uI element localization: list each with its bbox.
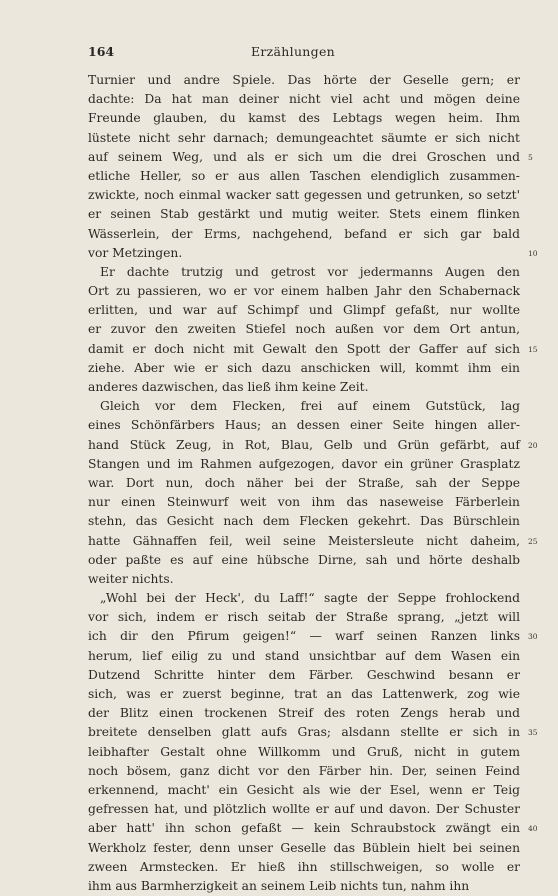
text-line <box>88 455 520 474</box>
line-text: der Blitz einen trockenen Streif des roten Zengs herab und <box>88 706 520 721</box>
text-line <box>88 90 520 109</box>
text-line <box>88 762 520 781</box>
line-text: anderes dazwischen, das ließ ihm keine Zeit. <box>88 380 369 394</box>
text-line <box>88 205 520 224</box>
line-text: Wässerlein, der Erms, nachgehend, befand er sich gar bald <box>88 226 520 241</box>
text-line <box>88 301 520 320</box>
line-number: 35 <box>528 728 538 738</box>
text-line <box>88 685 520 704</box>
running-title: Erzählungen <box>250 44 336 59</box>
line-text: damit er doch nicht mit Gewalt den Spott der Gaffer auf sich <box>88 341 520 356</box>
text-line <box>88 244 538 263</box>
line-number: 5 <box>528 152 533 162</box>
line-text: erlitten, und war auf Schimpf und Glimpf gefaßt, nur wollte <box>88 303 521 318</box>
line-text: leibhafter Gestalt ohne Willkomm und Gruß, nicht in gutem <box>88 744 520 759</box>
page-header <box>88 44 498 60</box>
line-text: Er dachte trutzig und getrost vor jedermanns Augen den <box>100 264 520 279</box>
text-line <box>88 819 538 838</box>
line-text: zween Armstecken. Er hieß ihn stillschweigen, so wolle er <box>88 859 521 874</box>
text-line <box>88 608 520 627</box>
text-line <box>88 839 520 858</box>
text-line <box>88 551 520 570</box>
line-text: herum, lief eilig zu und stand unsichtbar auf dem Wasen ein <box>88 648 521 663</box>
body-text <box>88 71 538 896</box>
line-text: Freunde glauben, du kamst des Lebtags wegen heim. Ihm <box>88 111 520 126</box>
line-text: ihm aus Barmherzigkeit an seinem Leib nichts tun, nahm ihn <box>88 878 470 893</box>
text-line <box>88 493 520 512</box>
line-text: aber hatt' ihn schon gefaßt — kein Schraubstock zwängt ein <box>88 821 521 836</box>
line-text: stehn, das Gesicht nach dem Flecken gekehrt. Das Bürschlein <box>88 514 520 529</box>
line-text: vor Metzingen. <box>88 245 183 260</box>
text-line <box>88 512 520 531</box>
line-text: vor sich, indem er risch seitab der Straße sprang, „jetzt will <box>88 610 521 625</box>
page-number: 164 <box>88 44 115 59</box>
line-text: noch bösem, ganz dicht vor den Färber hin. Der, seinen Feind <box>88 763 520 778</box>
line-text: ziehe. Aber wie er sich dazu anschicken will, kommt ihm ein <box>88 360 520 375</box>
text-line <box>88 627 538 646</box>
line-number: 20 <box>528 440 538 450</box>
line-text: nur einen Steinwurf weit von ihm das naseweise Färberlein <box>88 495 520 510</box>
line-number: 10 <box>528 248 538 258</box>
line-text: weiter nichts. <box>88 571 174 586</box>
text-line <box>88 186 520 205</box>
line-text: eines Schönfärbers Haus; an dessen einer Seite hingen aller- <box>88 418 521 433</box>
text-line <box>88 148 533 167</box>
line-text: ich dir den Pfirum geigen!“ — warf seinen Ranzen links <box>88 629 520 644</box>
line-text: er zuvor den zweiten Stiefel noch außen vor dem Ort antun, <box>88 322 521 337</box>
text-line <box>88 877 520 896</box>
line-text: Dutzend Schritte hinter dem Färber. Geschwind besann er <box>88 667 520 682</box>
text-line <box>88 320 520 339</box>
line-text: erkennend, macht' ein Gesicht als wie der Esel, wenn er Teig <box>88 782 521 797</box>
line-text: auf seinem Weg, und als er sich um die drei Groschen und <box>88 149 520 164</box>
line-text: Stangen und im Rahmen aufgezogen, davor ein grüner Grasplatz <box>88 456 520 471</box>
line-text: etliche Heller, so er aus allen Taschen elendiglich zusammen- <box>88 168 520 183</box>
text-line <box>88 723 538 742</box>
text-line <box>88 589 520 608</box>
text-line <box>88 647 520 666</box>
line-text: Ort zu passieren, wo er vor einem halben Jahr den Schabernack <box>88 284 520 299</box>
line-number: 30 <box>528 632 538 642</box>
line-text: zwickte, noch einmal wacker satt gegessen und getrunken, so setzt' <box>88 188 520 203</box>
text-line <box>88 666 520 685</box>
text-line <box>88 109 520 128</box>
text-line <box>88 225 520 244</box>
text-line <box>88 340 538 359</box>
line-number: 25 <box>528 536 538 546</box>
text-line <box>88 397 520 416</box>
line-text: dachte: Da hat man deiner nicht viel acht und mögen deine <box>88 92 521 107</box>
text-line <box>88 263 520 282</box>
text-line <box>88 570 520 589</box>
text-line <box>88 282 520 301</box>
text-line <box>88 378 520 397</box>
line-text: Turnier und andre Spiele. Das hörte der Geselle gern; er <box>88 73 520 87</box>
line-text: lüstete nicht sehr darnach; demungeachtet säumte er sich nicht <box>88 130 521 145</box>
line-text: oder paßte es auf eine hübsche Dirne, sah und hörte deshalb <box>88 552 521 567</box>
text-line <box>88 532 538 551</box>
text-line <box>88 167 520 186</box>
text-line <box>88 129 520 148</box>
text-line <box>88 781 520 800</box>
line-text: war. Dort nun, doch näher bei der Straße, sah der Seppe <box>88 475 521 490</box>
text-line <box>88 71 520 90</box>
text-line <box>88 704 520 723</box>
line-text: breitete denselben glatt aufs Gras; alsdann stellte er sich in <box>88 725 521 740</box>
text-line <box>88 743 520 762</box>
line-text: Werkholz fester, denn unser Geselle das Büblein hielt bei seinen <box>88 840 520 855</box>
text-line <box>88 359 520 378</box>
line-number: 40 <box>528 824 538 834</box>
line-text: hand Stück Zeug, in Rot, Blau, Gelb und Grün gefärbt, auf <box>88 437 520 452</box>
text-line <box>88 858 520 877</box>
line-text: Gleich vor dem Flecken, frei auf einem Gutstück, lag <box>100 399 521 414</box>
text-line <box>88 474 520 493</box>
text-line <box>88 436 538 455</box>
line-text: „Wohl bei der Heck', du Laff!“ sagte der Seppe frohlockend <box>100 591 521 606</box>
line-text: hatte Gähnaffen feil, weil seine Meistersleute nicht daheim, <box>88 533 520 548</box>
text-line <box>88 800 520 819</box>
line-text: gefressen hat, und plötzlich wollte er auf und davon. Der Schuster <box>88 802 521 817</box>
line-text: sich, was er zuerst beginne, trat an das Lattenwerk, zog wie <box>88 687 521 701</box>
line-text: er seinen Stab gestärkt und mutig weiter. Stets einem flinken <box>88 207 520 222</box>
line-number: 15 <box>528 344 538 354</box>
text-line <box>88 416 520 435</box>
